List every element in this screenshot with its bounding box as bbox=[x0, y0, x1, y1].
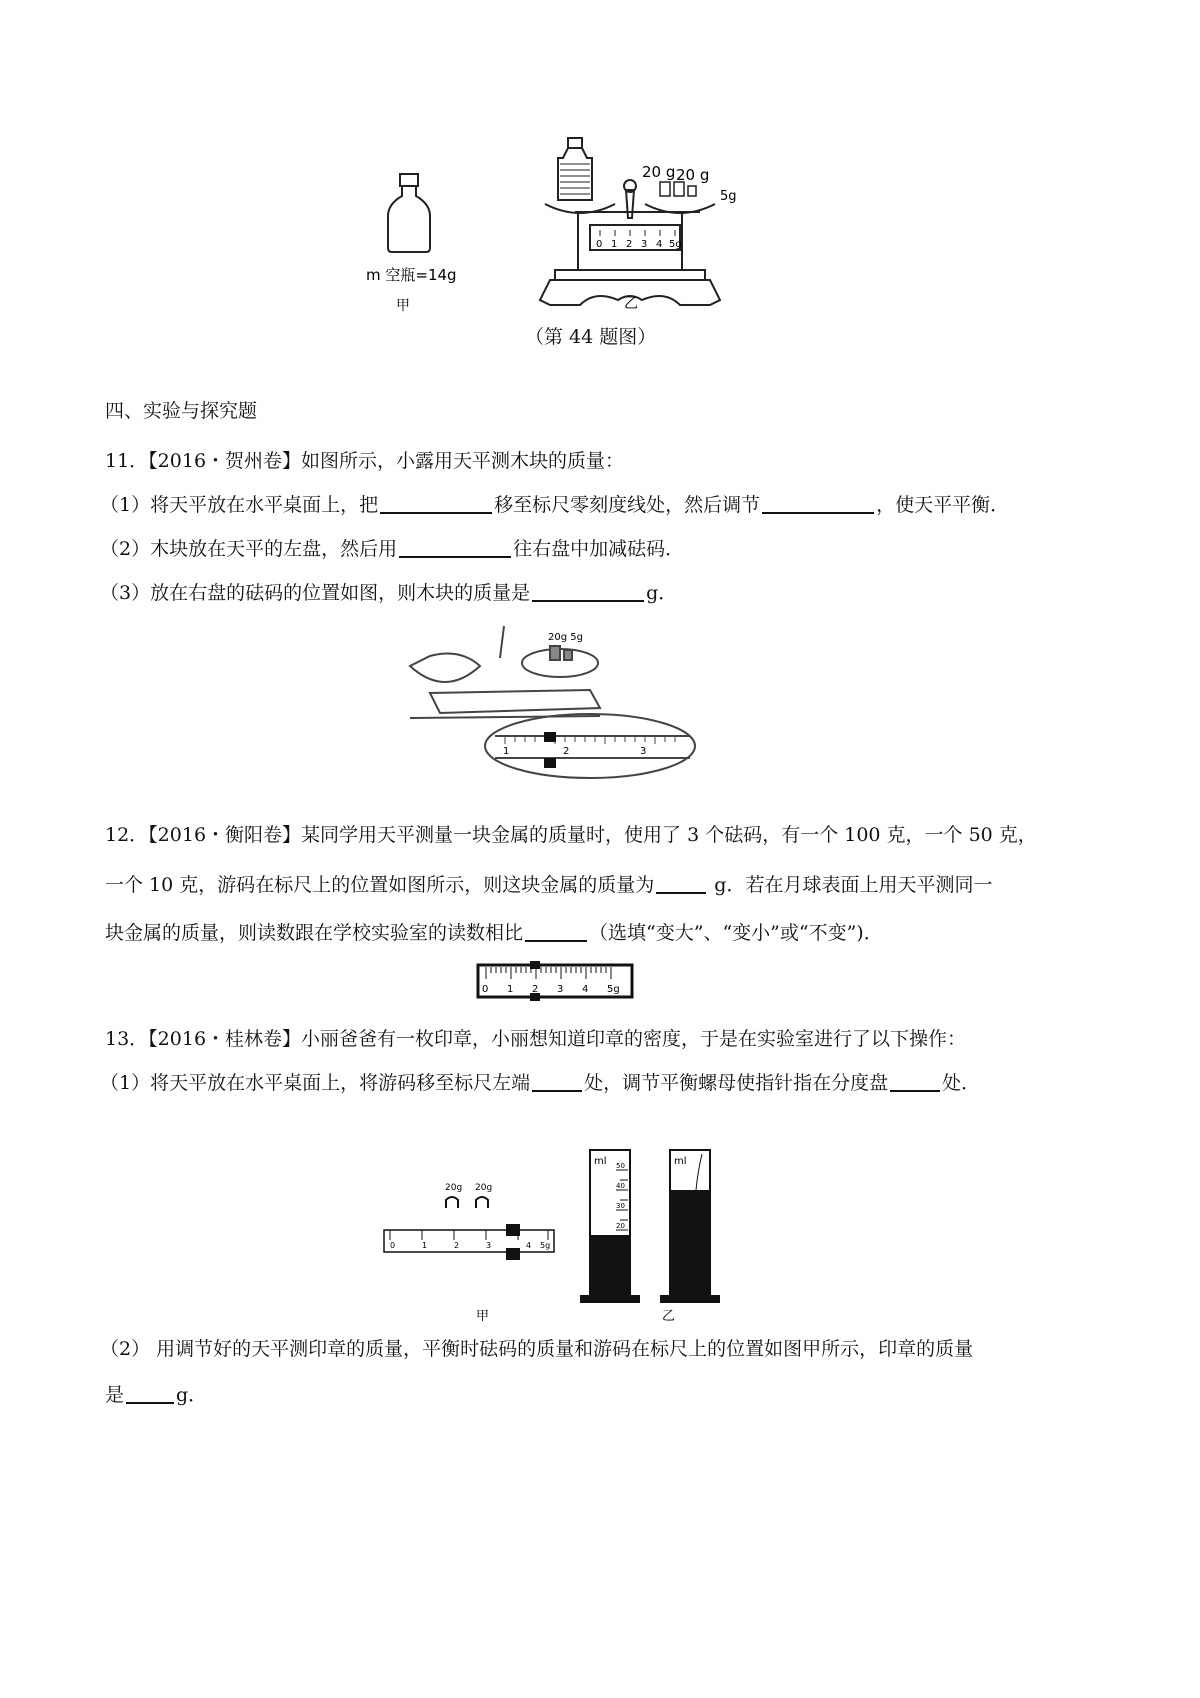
q11-weights-label: 20g 5g bbox=[548, 632, 583, 643]
q11-part1-text-c: ，使天平平衡． bbox=[876, 494, 1010, 516]
q12-line-1: 12．【2016・衡阳卷】某同学用天平测量一块金属的质量时，使用了 3 个砝码，有一个 100 克，一个 50 克， bbox=[105, 824, 1037, 846]
q13-part1 bbox=[100, 1070, 980, 1096]
weights-on-pan bbox=[660, 182, 696, 196]
cylinder-2-unit: ml bbox=[674, 1156, 687, 1167]
cylinder-1-liquid bbox=[591, 1235, 629, 1295]
q13-part1-text-a: （1）将天平放在水平桌面上，将游码移至标尺左端 bbox=[100, 1072, 531, 1094]
q13-tick-1: 1 bbox=[422, 1241, 428, 1250]
q12-tick-5: 5g bbox=[607, 984, 620, 995]
q12-blank-1[interactable] bbox=[656, 872, 706, 894]
cylinder-1-mark-30: 30 bbox=[616, 1202, 625, 1210]
q11-blank-1[interactable] bbox=[380, 492, 492, 514]
beam-tick-1: 1 bbox=[611, 239, 618, 250]
q13-tick-3: 3 bbox=[486, 1241, 492, 1250]
cylinder-2-liquid bbox=[671, 1190, 709, 1295]
q13-panel-jia: 甲 bbox=[476, 1309, 490, 1324]
beam-tick-2: 2 bbox=[626, 239, 633, 250]
q13-panel-yi: 乙 bbox=[662, 1309, 676, 1324]
q13-part2-line-1: （2） 用调节好的天平测印章的质量，平衡时砝码的质量和游码在标尺上的位置如图甲所示，印章的质量 bbox=[100, 1338, 974, 1360]
beam-tick-4: 4 bbox=[656, 239, 663, 250]
q12-line-3-text-a: 块金属的质量，则读数跟在学校实验室的读数相比 bbox=[105, 922, 524, 944]
q13-weight-label-1: 20g bbox=[445, 1183, 463, 1193]
cylinder-2-base bbox=[660, 1295, 720, 1303]
water-fill-lines bbox=[560, 164, 590, 194]
q11-part3-text-b: g． bbox=[646, 582, 678, 604]
q11-part1 bbox=[100, 492, 1009, 518]
q13-tick-5: 5g bbox=[540, 1241, 551, 1250]
q13-part2-text-b: 是 bbox=[105, 1384, 125, 1406]
q11-ruler-tick-2: 2 bbox=[563, 746, 570, 757]
q11-part1-text-b: 移至标尺零刻度线处，然后调节 bbox=[494, 494, 761, 516]
q13-blank-3[interactable] bbox=[126, 1382, 174, 1404]
q12-rider-top bbox=[530, 961, 540, 969]
balance-drawing bbox=[540, 138, 720, 305]
q11-blank-2[interactable] bbox=[762, 492, 874, 514]
figure-44 bbox=[366, 130, 780, 330]
q11-balance-figure bbox=[400, 618, 700, 778]
cylinder-1-mark-40: 40 bbox=[616, 1182, 625, 1190]
q11-part3-text-a: （3）放在右盘的砝码的位置如图，则木块的质量是 bbox=[100, 582, 531, 604]
q11-rider bbox=[544, 732, 556, 742]
q11-ruler-tick-1: 1 bbox=[503, 746, 510, 757]
q11-blank-3[interactable] bbox=[399, 536, 511, 558]
q12-line-2 bbox=[105, 872, 992, 898]
beam-tick-3: 3 bbox=[641, 239, 648, 250]
panel-label-jia: 甲 bbox=[396, 298, 410, 314]
q13-tick-0: 0 bbox=[390, 1241, 396, 1250]
q11-stem: 11．【2016・贺州卷】如图所示，小露用天平测木块的质量： bbox=[105, 450, 625, 472]
q11-part3 bbox=[100, 580, 677, 606]
cylinder-1-unit: ml bbox=[594, 1156, 607, 1167]
q13-part1-text-c: 处． bbox=[942, 1072, 981, 1094]
q12-line-2-text-b: g．若在月球表面上用天平测同一 bbox=[708, 874, 993, 896]
weight-label-1: 20 g bbox=[642, 163, 676, 181]
q12-tick-1: 1 bbox=[507, 984, 514, 995]
q12-blank-2[interactable] bbox=[525, 920, 587, 942]
empty-bottle-drawing bbox=[388, 174, 430, 252]
figure-44-caption: （第 44 题图） bbox=[525, 326, 657, 348]
q13-part2-text-c: g． bbox=[176, 1384, 208, 1406]
q12-line-2-text-a: 一个 10 克，游码在标尺上的位置如图所示，则这块金属的质量为 bbox=[105, 874, 655, 896]
q12-tick-3: 3 bbox=[557, 984, 564, 995]
q12-line-3 bbox=[105, 920, 883, 946]
q11-part2 bbox=[100, 536, 684, 562]
beam-tick-5: 5g bbox=[669, 239, 682, 250]
cylinder-2-thread bbox=[696, 1154, 702, 1190]
q11-rider-lower bbox=[544, 758, 556, 768]
cylinder-1-mark-20: 20 bbox=[616, 1222, 625, 1230]
q13-tick-4: 4 bbox=[526, 1241, 532, 1250]
beam-scale-ticks bbox=[600, 230, 675, 236]
q13-rider-bottom bbox=[506, 1248, 520, 1260]
q11-blank-4[interactable] bbox=[532, 580, 644, 602]
q12-tick-4: 4 bbox=[582, 984, 589, 995]
q12-tick-0: 0 bbox=[482, 984, 489, 995]
q13-rider-top bbox=[506, 1224, 520, 1236]
q13-weight-label-2: 20g bbox=[475, 1183, 493, 1193]
weight-label-3: 5g bbox=[720, 189, 737, 204]
bottle-mass-label: m 空瓶=14g bbox=[366, 266, 457, 284]
beam-tick-0: 0 bbox=[596, 239, 603, 250]
q13-figure bbox=[380, 1140, 800, 1325]
q13-blank-2[interactable] bbox=[890, 1070, 940, 1092]
q13-part1-text-b: 处，调节平衡螺母使指针指在分度盘 bbox=[584, 1072, 889, 1094]
cylinder-1-mark-50: 50 bbox=[616, 1162, 625, 1170]
q13-blank-1[interactable] bbox=[532, 1070, 582, 1092]
section-title: 四、实验与探究题 bbox=[105, 400, 258, 422]
q13-tick-2: 2 bbox=[454, 1241, 460, 1250]
q12-tick-2: 2 bbox=[532, 984, 539, 995]
q12-line-3-text-b: （选填“变大”、“变小”或“不变”)． bbox=[589, 922, 883, 944]
q11-part1-text-a: （1）将天平放在水平桌面上，把 bbox=[100, 494, 379, 516]
cylinder-1-base bbox=[580, 1295, 640, 1303]
q11-part2-text-b: 往右盘中加减砝码． bbox=[513, 538, 685, 560]
q11-ruler-tick-3: 3 bbox=[640, 746, 647, 757]
q13-part2-line-2 bbox=[105, 1382, 207, 1408]
panel-label-yi: 乙 bbox=[624, 296, 638, 312]
q13-stem: 13．【2016・桂林卷】小丽爸爸有一枚印章，小丽想知道印章的密度，于是在实验室进行了以下操作： bbox=[105, 1028, 967, 1050]
q11-part2-text-a: （2）木块放在天平的左盘，然后用 bbox=[100, 538, 398, 560]
weight-label-2: 20 g bbox=[676, 166, 710, 184]
q12-ruler-figure bbox=[476, 961, 636, 1001]
